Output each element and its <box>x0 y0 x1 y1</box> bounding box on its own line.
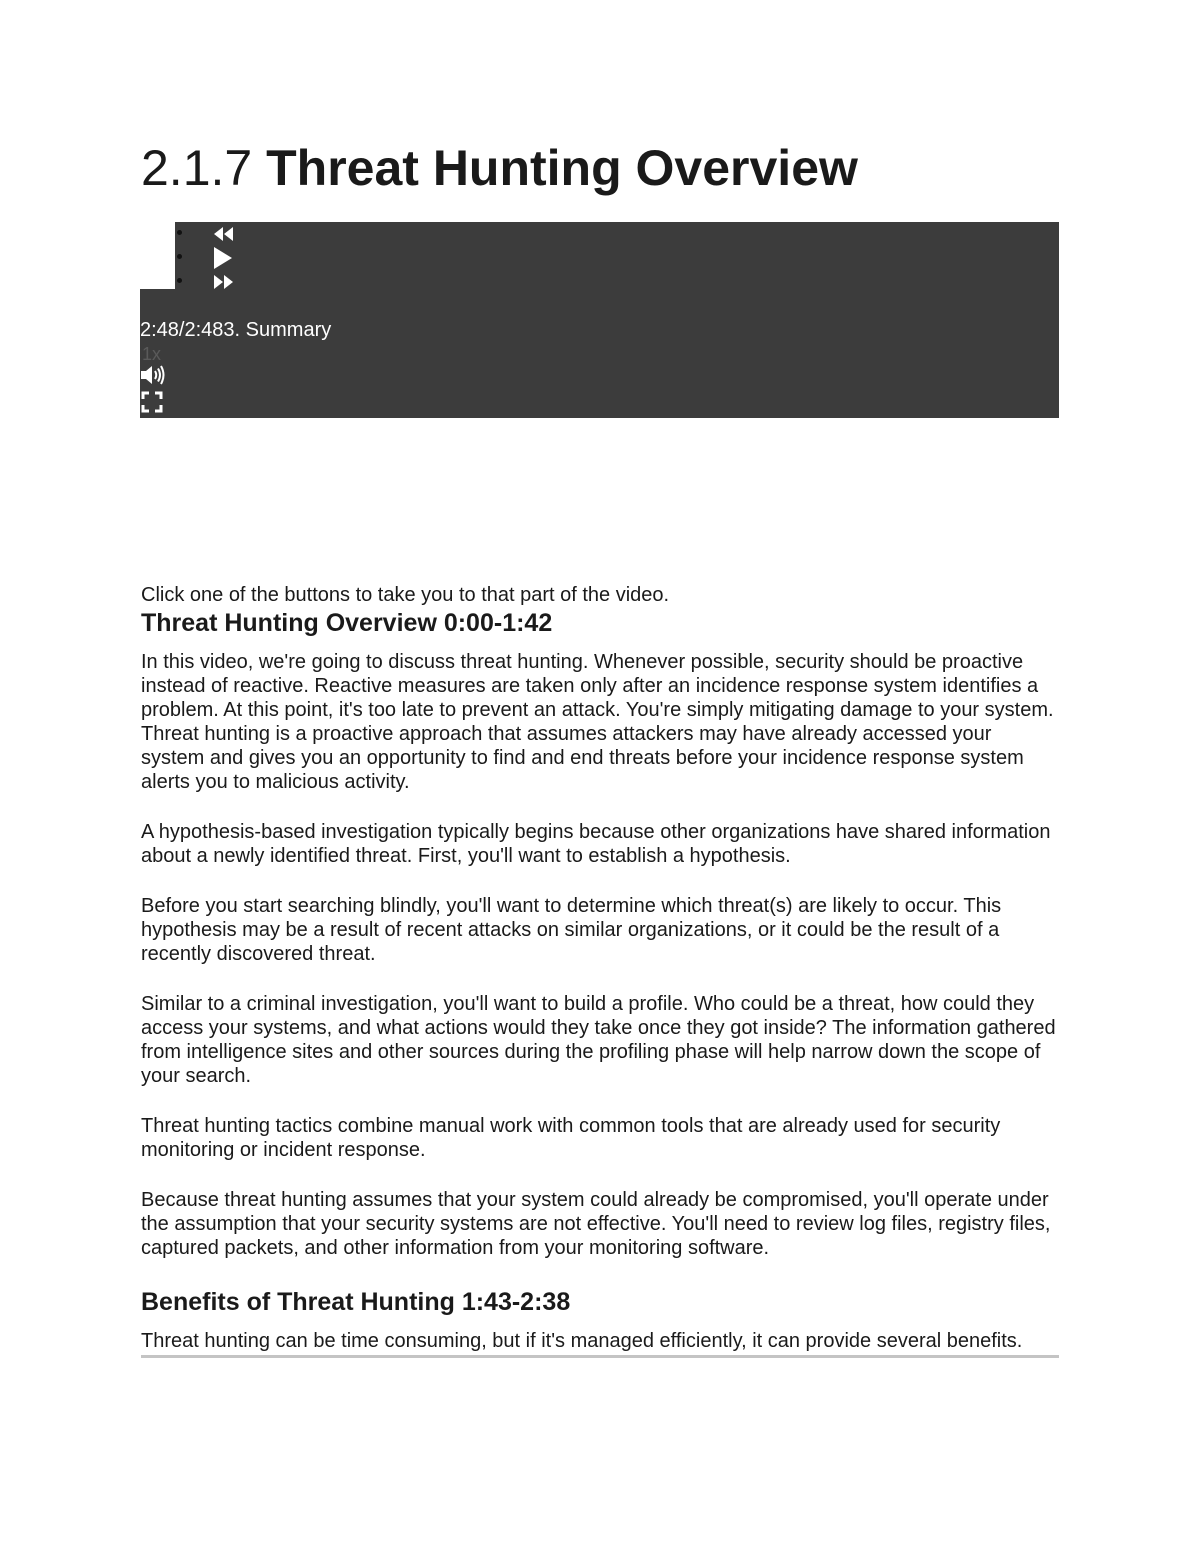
title-number: 2.1.7 <box>141 140 253 196</box>
fullscreen-button[interactable] <box>141 391 163 413</box>
time-counter: 2:48/2:48 <box>140 319 224 341</box>
playback-speed[interactable]: 1x <box>142 344 162 364</box>
title-text: Threat Hunting Overview <box>266 140 858 196</box>
paragraph: Threat hunting can be time consuming, but if it's managed efficiently, it can provide several benefits. <box>141 1329 1059 1358</box>
paragraph: Before you start searching blindly, you'll want to determine which threat(s) are likely to occur. This hypothesis may be a result of recent attacks on similar organizations, or it could be the result of a recently discovered threat. <box>141 895 1002 965</box>
chapter-label[interactable]: 3. Summary <box>223 319 332 341</box>
paragraph: A hypothesis-based investigation typically begins because other organizations have shared information about a newly identified threat. First, you'll want to establish a hypothesis. <box>141 821 1051 867</box>
bullet-icon <box>177 254 182 259</box>
intro-text: Click one of the buttons to take you to that part of the video. <box>141 584 670 606</box>
video-player[interactable] <box>140 222 1059 418</box>
volume-button[interactable] <box>140 364 166 386</box>
time-display <box>140 318 331 342</box>
play-button[interactable] <box>211 246 237 270</box>
player-notch <box>140 222 175 289</box>
paragraph: Similar to a criminal investigation, you'll want to build a profile. Who could be a threat, how could they access your systems, and what actions would they take once they got inside? The information gathered from intelligence sites and other sources during the profiling phase will help narrow down the scope of your search. <box>141 993 1056 1087</box>
page-title <box>141 138 858 198</box>
paragraph: Because threat hunting assumes that your system could already be compromised, you'll operate under the assumption that your security systems are not effective. You'll need to review log files, registry files, captured packets, and other information from your monitoring software. <box>141 1189 1051 1259</box>
section-heading-overview[interactable]: Threat Hunting Overview 0:00-1:42 <box>141 609 553 637</box>
volume-icon <box>140 364 166 386</box>
fullscreen-icon <box>141 391 163 413</box>
rewind-button[interactable] <box>211 222 237 246</box>
bullet-icon <box>177 230 182 235</box>
bullet-icon <box>177 278 182 283</box>
paragraph: In this video, we're going to discuss threat hunting. Whenever possible, security should be proactive instead of reactive. Reactive measures are taken only after an incidence response system identifies a problem. At this point, it's too late to prevent an attack. You're simply mitigating damage to your system. Threat hunting is a proactive approach that assumes attackers may have already accessed your system and gives you an opportunity to find and end threats before your incidence response system alerts you to malicious activity. <box>141 651 1054 793</box>
transcript <box>141 583 1059 1358</box>
play-icon <box>211 246 237 270</box>
fast-forward-icon <box>211 270 237 294</box>
section-heading-benefits[interactable]: Benefits of Threat Hunting 1:43-2:38 <box>141 1288 571 1316</box>
rewind-icon <box>211 222 237 246</box>
paragraph: Threat hunting tactics combine manual work with common tools that are already used for security monitoring or incident response. <box>141 1115 1001 1161</box>
fast-forward-button[interactable] <box>211 270 237 294</box>
